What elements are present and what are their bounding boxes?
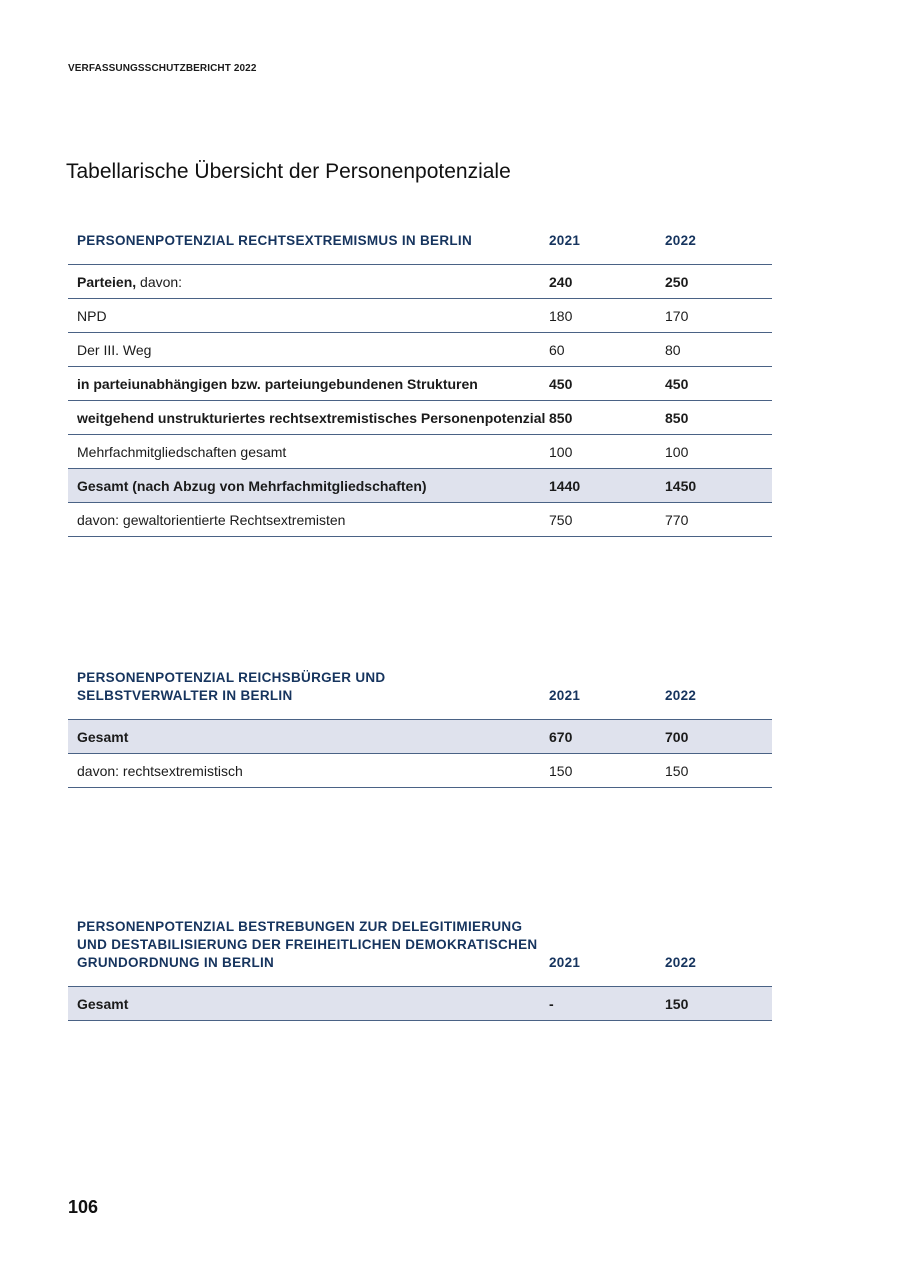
value-2022: 170 bbox=[656, 299, 772, 333]
value-2021: 100 bbox=[540, 435, 656, 469]
column-2022: 2022 bbox=[656, 232, 772, 265]
column-2021: 2021 bbox=[540, 669, 656, 720]
row-label: davon: rechtsextremistisch bbox=[68, 754, 540, 788]
table-heading: PERSONENPOTENZIAL RECHTSEXTREMISMUS IN BERLIN bbox=[68, 232, 540, 265]
running-header: VERFASSUNGSSCHUTZBERICHT 2022 bbox=[68, 63, 257, 74]
value-2021: 180 bbox=[540, 299, 656, 333]
value-2022: 700 bbox=[656, 720, 772, 754]
column-2021: 2021 bbox=[540, 918, 656, 987]
page-number: 106 bbox=[68, 1197, 99, 1217]
table-row-total bbox=[68, 469, 772, 503]
row-label: NPD bbox=[68, 299, 540, 333]
table-header-row bbox=[68, 918, 772, 987]
value-2022: 250 bbox=[656, 265, 772, 299]
column-2021: 2021 bbox=[540, 232, 656, 265]
table-row bbox=[68, 401, 772, 435]
table-header-row bbox=[68, 232, 772, 265]
value-2022: 770 bbox=[656, 503, 772, 537]
table-row bbox=[68, 333, 772, 367]
table-row-total bbox=[68, 720, 772, 754]
value-2022: 150 bbox=[656, 987, 772, 1021]
table-heading: PERSONENPOTENZIAL REICHSBÜRGER UND SELBSTVERWALTER IN BERLIN bbox=[68, 669, 540, 720]
row-label: in parteiunabhängigen bzw. parteiungebundenen Strukturen bbox=[68, 367, 540, 401]
value-2022: 80 bbox=[656, 333, 772, 367]
value-2022: 150 bbox=[656, 754, 772, 788]
table-delegitimierung bbox=[68, 918, 772, 1021]
value-2021: 150 bbox=[540, 754, 656, 788]
column-2022: 2022 bbox=[656, 669, 772, 720]
value-2022: 1450 bbox=[656, 469, 772, 503]
table-row bbox=[68, 299, 772, 333]
value-2022: 450 bbox=[656, 367, 772, 401]
table-row-total bbox=[68, 987, 772, 1021]
value-2022: 850 bbox=[656, 401, 772, 435]
row-label: Parteien, davon: bbox=[68, 265, 540, 299]
value-2021: 450 bbox=[540, 367, 656, 401]
value-2021: 670 bbox=[540, 720, 656, 754]
column-2022: 2022 bbox=[656, 918, 772, 987]
table-header-row bbox=[68, 669, 772, 720]
table-row bbox=[68, 503, 772, 537]
value-2021: 750 bbox=[540, 503, 656, 537]
table-row bbox=[68, 754, 772, 788]
page-title: Tabellarische Übersicht der Personenpotenziale bbox=[66, 160, 511, 183]
row-label: davon: gewaltorientierte Rechtsextremisten bbox=[68, 503, 540, 537]
value-2021: 240 bbox=[540, 265, 656, 299]
table-reichsbuerger bbox=[68, 669, 772, 788]
value-2021: 1440 bbox=[540, 469, 656, 503]
table-rechtsextremismus bbox=[68, 232, 772, 537]
table-heading: PERSONENPOTENZIAL BESTREBUNGEN ZUR DELEGITIMIERUNG UND DESTABILISIERUNG DER FREIHEITLICHEN DEMOKRATISCHEN GRUNDORDNUNG IN BERLIN bbox=[68, 918, 540, 987]
table-row bbox=[68, 435, 772, 469]
row-label: Gesamt (nach Abzug von Mehrfachmitgliedschaften) bbox=[68, 469, 540, 503]
table-row bbox=[68, 265, 772, 299]
row-label: weitgehend unstrukturiertes rechtsextremistisches Personenpotenzial bbox=[68, 401, 540, 435]
row-label: Mehrfachmitgliedschaften gesamt bbox=[68, 435, 540, 469]
value-2021: - bbox=[540, 987, 656, 1021]
value-2021: 60 bbox=[540, 333, 656, 367]
value-2021: 850 bbox=[540, 401, 656, 435]
row-label: Der III. Weg bbox=[68, 333, 540, 367]
row-label: Gesamt bbox=[68, 720, 540, 754]
row-label: Gesamt bbox=[68, 987, 540, 1021]
value-2022: 100 bbox=[656, 435, 772, 469]
table-row bbox=[68, 367, 772, 401]
